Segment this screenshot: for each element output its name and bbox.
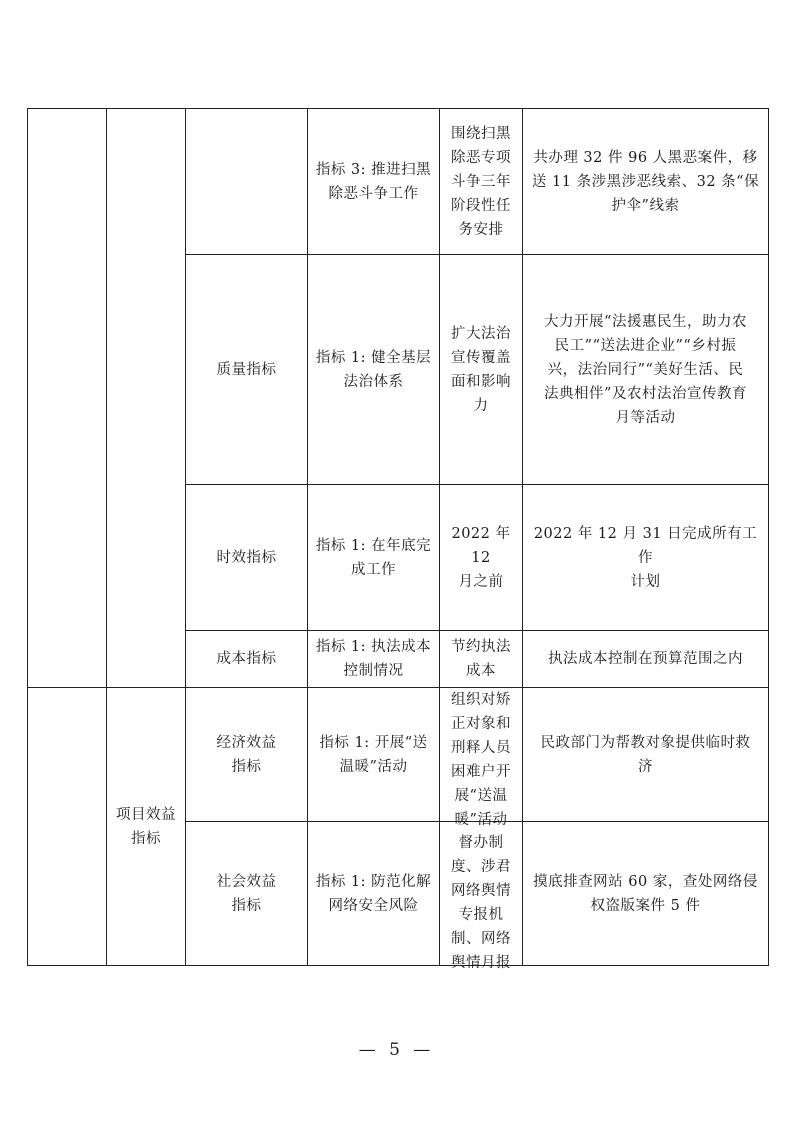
result-cell [523,688,769,822]
result-cell [523,822,769,966]
indicator-cell [308,631,440,688]
subcategory-cell [186,109,308,255]
target-cell [440,822,523,971]
result-cell [523,109,769,255]
target-text: 督办制 度、涉君 网络舆情 专报机 制、网络 舆情月报 [451,835,511,971]
indicator-cell [308,255,440,485]
subcategory-text: 经济效益 指标 [216,734,277,775]
category-text: 项目效益 指标 [116,806,176,847]
subcategory-text: 成本指标 [216,651,277,667]
blank-cell [107,109,186,688]
target-cell [440,631,523,688]
result-text: 民政部门为帮教对象提供临时救 济 [540,734,751,775]
result-text: 摸底排查网站 60 家，查处网络侵 权盗版案件 5 件 [533,873,758,914]
subcategory-text: 质量指标 [216,361,277,378]
indicator-text: 指标 1: 开展“送 温暖”活动 [319,734,428,775]
blank-cell [28,688,107,966]
subcategory-cell [186,485,308,631]
indicator-text: 指标 1: 防范化解 网络安全风险 [315,873,432,914]
target-cell [440,485,523,631]
indicator-text: 指标 1: 健全基层 法治体系 [315,349,432,390]
indicator-text: 指标 1: 执法成本 控制情况 [315,639,432,679]
subcategory-cell [186,631,308,688]
target-cell [440,688,523,828]
target-cell [440,255,523,485]
result-text: 共办理 32 件 96 人黑恶案件，移 送 11 条涉黑涉恶线索、32 条“保 护伞”线索 [531,149,760,214]
subcategory-text: 社会效益 指标 [216,873,277,914]
subcategory-cell [186,255,308,485]
indicator-cell [308,688,440,822]
page-number: — 5 — [358,1040,435,1060]
result-text: 大力开展“法援惠民生，助力农 民工”“送法进企业”“乡村振 兴，法治同行”“美好生活、民 法典相伴”及农村法治宣传教育 月等活动 [544,313,747,426]
result-cell [523,255,769,485]
indicator-cell [308,485,440,631]
indicator-text: 指标 3: 推进扫黑 除恶斗争工作 [315,161,432,202]
target-text: 2022 年 12 月之前 [451,525,511,590]
target-text: 组织对矫 正对象和 刑释人员 困难户开 展“送温 暖”活动 [451,692,511,828]
result-cell [523,631,769,688]
target-text: 围绕扫黑 除恶专项 斗争三年 阶段性任 务安排 [451,125,511,238]
result-text: 执法成本控制在预算范围之内 [548,651,743,667]
result-cell [523,485,769,631]
performance-indicator-table [27,108,769,971]
table-row [28,109,769,255]
subcategory-text: 时效指标 [216,549,277,566]
indicator-cell [308,109,440,255]
blank-cell [28,109,107,688]
target-text: 扩大法治 宣传覆盖 面和影响 力 [451,325,511,414]
subcategory-cell [186,688,308,822]
indicator-text: 指标 1: 在年底完 成工作 [315,537,432,578]
table-row [28,688,769,822]
target-text: 节约执法 成本 [451,639,511,679]
subcategory-cell [186,822,308,966]
category-cell [107,688,186,966]
result-text: 2022 年 12 月 31 日完成所有工作 计划 [533,525,758,590]
indicator-cell [308,822,440,966]
target-cell [440,109,523,255]
